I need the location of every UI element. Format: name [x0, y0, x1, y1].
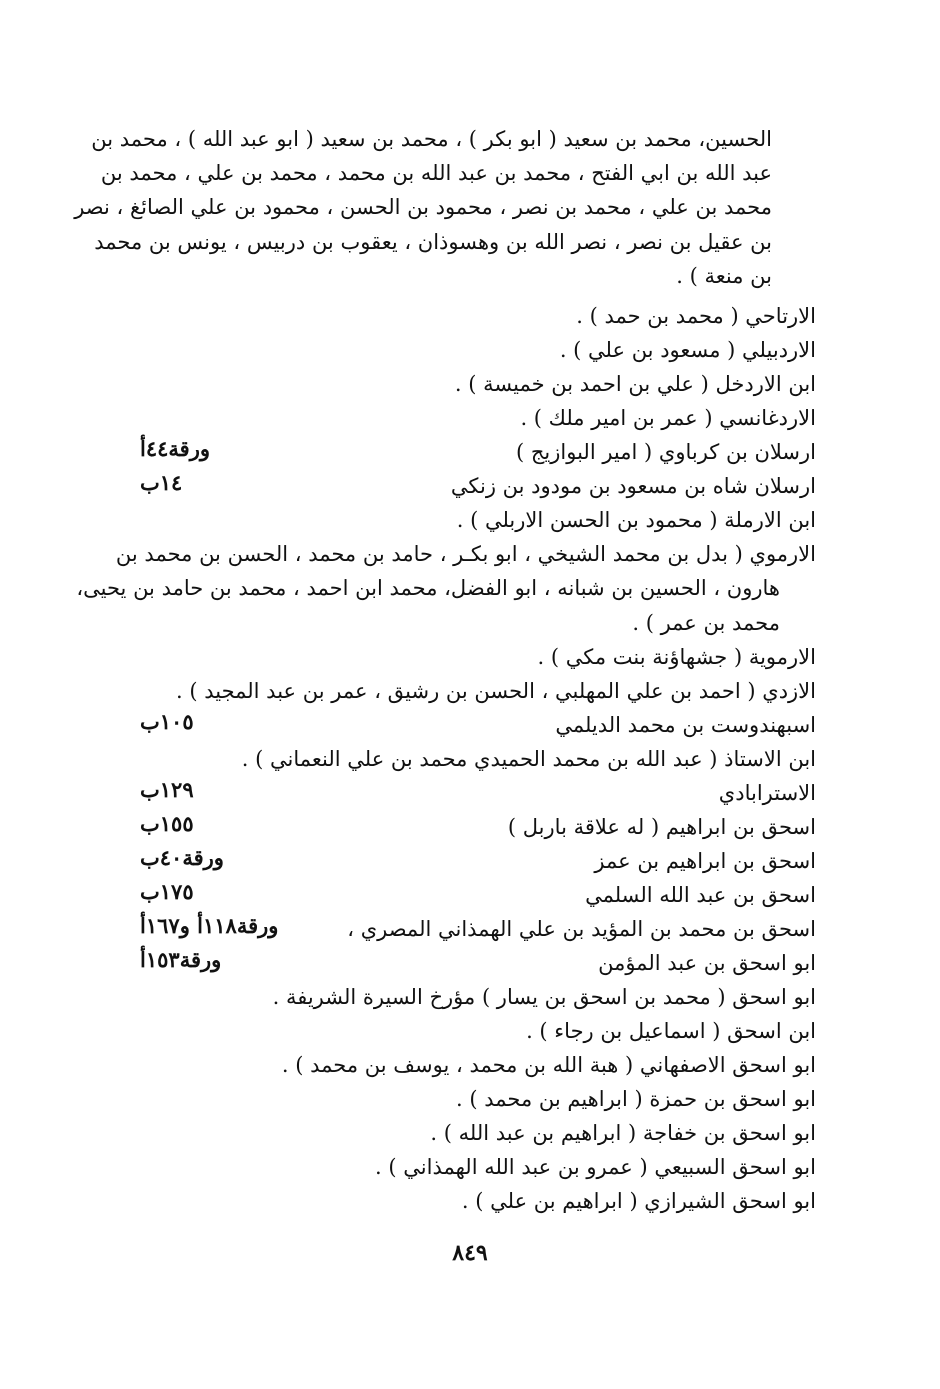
continuation-line: بن منعة ) .	[676, 264, 772, 288]
index-entry: الازدي ( احمد بن علي المهلبي ، الحسن بن رشيق ، عمر بن عبد المجيد ) .	[176, 679, 816, 703]
folio-reference: ١٤ب	[140, 470, 183, 495]
index-entry: اسحق بن ابراهيم ( له علاقة باربل )	[507, 815, 816, 839]
index-entry: اسبهندوست بن محمد الديلمي	[555, 713, 816, 737]
index-entry: ابو اسحق بن حمزة ( ابراهيم بن محمد ) .	[456, 1087, 816, 1111]
index-entry: اسحق بن ابراهيم بن عمز	[594, 849, 816, 873]
index-entry-continuation: هارون ، الحسين بن شبانه ، ابو الفضل، محمد ابن احمد ، محمد بن حامد بن يحيى،	[76, 576, 780, 600]
index-entry: اسحق بن محمد بن المؤيد بن علي الهمذاني المصري ،	[347, 917, 816, 941]
index-entry: ابو اسحق ( محمد بن اسحق بن يسار ) مؤرخ السيرة الشريفة .	[272, 985, 816, 1009]
page-number: ٨٤٩	[452, 1240, 488, 1266]
folio-reference: ورقة٤٤أ	[140, 436, 210, 461]
index-entry: الارموي ( بدل بن محمد الشيخي ، ابو بكـر ، حامد بن محمد ، الحسن بن محمد بن	[115, 542, 816, 566]
folio-reference: ورقة٤٠ب	[140, 845, 224, 870]
index-entry: الاردغانسي ( عمر بن امير ملك ) .	[520, 406, 816, 430]
index-entry: ارسلان بن كرباوي ( امير البوازيج )	[516, 440, 816, 464]
folio-reference: ١٥٥ب	[140, 811, 194, 836]
index-entry: ابن اسحق ( اسماعيل بن رجاء ) .	[526, 1019, 816, 1043]
index-entry: ابن الاستاذ ( عبد الله بن محمد الحميدي محمد بن علي النعماني ) .	[241, 747, 816, 771]
continuation-line: عبد الله بن ابي الفتح ، محمد بن عبد الله بن محمد ، محمد بن علي ، محمد بن	[100, 161, 772, 185]
index-entry: ابو اسحق الشيرازي ( ابراهيم بن علي ) .	[461, 1189, 816, 1213]
index-entry: ابو اسحق الاصفهاني ( هبة الله بن محمد ، يوسف بن محمد ) .	[281, 1053, 816, 1077]
index-entry: ابن الارملة ( محمود بن الحسن الاربلي ) .	[456, 508, 816, 532]
index-entry: الاردبيلي ( مسعود بن علي ) .	[559, 338, 816, 362]
index-entry: الاسترابادي	[718, 781, 816, 805]
continuation-line: محمد بن علي ، محمد بن نصر ، محمود بن الحسن ، محمود بن علي الصائغ ، نصر	[74, 195, 772, 219]
folio-reference: ورقة١٥٣أ	[140, 947, 222, 972]
index-entry: ابو اسحق بن خفاجة ( ابراهيم بن عبد الله ) .	[430, 1121, 816, 1145]
index-entry: ابن الاردخل ( علي بن احمد بن خميسة ) .	[454, 372, 816, 396]
index-entry: ابو اسحق بن عبد المؤمن	[598, 951, 816, 975]
index-entry: ابو اسحق السبيعي ( عمرو بن عبد الله الهمذاني ) .	[375, 1155, 816, 1179]
index-entry: الارتاحي ( محمد بن حمد ) .	[576, 304, 816, 328]
folio-reference: ورقة١١٨أ و١٦٧أ	[140, 913, 279, 938]
continuation-line: بن عقيل بن نصر ، نصر الله بن وهسوذان ، يعقوب بن دربيس ، يونس بن محمد	[94, 230, 772, 254]
folio-reference: ١٧٥ب	[140, 879, 194, 904]
index-entry: ارسلان شاه بن مسعود بن مودود بن زنكي	[450, 474, 816, 498]
folio-reference: ١٠٥ب	[140, 709, 194, 734]
folio-reference: ١٢٩ب	[140, 777, 194, 802]
index-entry: الارموية ( جشهاؤنة بنت مكي ) .	[537, 645, 816, 669]
continuation-line: الحسين، محمد بن سعيد ( ابو بكر ) ، محمد بن سعيد ( ابو عبد الله ) ، محمد بن	[91, 127, 772, 151]
index-entry-continuation: محمد بن عمر ) .	[632, 611, 780, 635]
index-entry: اسحق بن عبد الله السلمي	[585, 883, 816, 907]
